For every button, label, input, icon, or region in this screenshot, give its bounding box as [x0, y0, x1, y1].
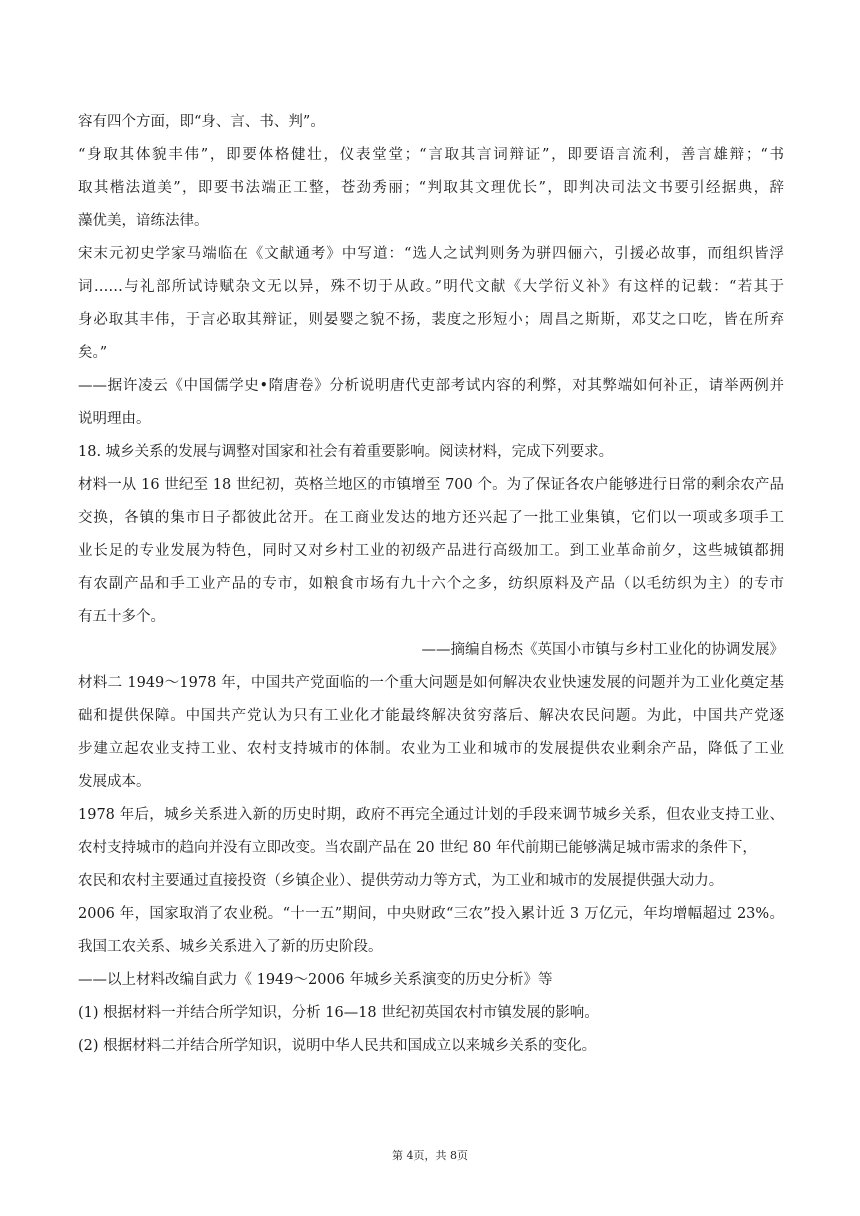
text-line: 容有四个方面，即“身、言、书、判”。: [78, 114, 325, 130]
document-body: [78, 106, 784, 1063]
text-line: 藻优美，谙练法律。: [78, 213, 209, 229]
question-18-heading: 18. 城乡关系的发展与调整对国家和社会有着重要影响。阅读材料，完成下列要求。: [78, 444, 614, 460]
text-line: 农村支持城市的趋向并没有立即改变。当农副产品在 20 世纪 80 年代前期已能够满足城市需求的条件下，: [78, 840, 757, 856]
text-line: 材料一从 16 世纪至 18 世纪初，英格兰地区的市镇增至 700 个。为了保证各农户能够进行日常的剩余农产品: [78, 477, 784, 493]
text-line: 础和提供保障。中国共产党认为只有工业化才能最终解决贫穷落后、解决农民问题。为此，中国共产党逐: [78, 708, 784, 724]
text-line: 交换，各镇的集市日子都彼此岔开。在工商业发达的地方还兴起了一批工业集镇，它们以一项或多项手工: [78, 510, 784, 526]
text-line: 2006 年，国家取消了农业税。“十一五”期间，中央财政“三农”投入累计近 3 万亿元，年均增幅超过 23%。: [78, 906, 784, 922]
text-line: “身取其体貌丰伟”，即要体格健壮，仪表堂堂；“言取其言词辩证”，即要语言流利，善言雄辩；“书: [78, 147, 784, 163]
sub-question-2: (2) 根据材料二并结合所学知识，说明中华人民共和国成立以来城乡关系的变化。: [78, 1038, 597, 1054]
text-line: 取其楷法道美”，即要书法端正工整，苍劲秀丽；“判取其文理优长”，即判决司法文书要引经据典，辞: [78, 180, 784, 196]
text-line: 宋末元初史学家马端临在《文献通考》中写道：“选人之试判则务为骈四俪六，引援必故事，而组织皆浮: [78, 246, 784, 262]
text-line: 说明理由。: [78, 411, 151, 427]
source-citation: ——摘编自杨杰《英国小市镇与乡村工业化的协调发展》: [421, 642, 784, 658]
text-line: 1978 年后，城乡关系进入新的历史时期，政府不再完全通过计划的手段来调节城乡关系，但农业支持工业、: [78, 807, 784, 823]
text-line: 有农副产品和手工业产品的专市，如粮食市场有九十六个之多，纺织原料及产品（以毛纺织为主）的专市: [78, 576, 784, 592]
text-line: 我国工农关系、城乡关系进入了新的历史阶段。: [78, 939, 383, 955]
text-line: 矣。”: [78, 345, 108, 361]
text-line: 身必取其丰伟，于言必取其辩证，则晏婴之貌不扬，裴度之形短小；周昌之斯斯，邓艾之口吃，皆在所弃: [78, 312, 784, 328]
text-line: 步建立起农业支持工业、农村支持城市的体制。农业为工业和城市的发展提供农业剩余产品，降低了工业: [78, 741, 784, 757]
page-footer: 第 4页，共 8页: [392, 1149, 468, 1162]
source-citation: ——以上材料改编自武力《 1949～2006 年城乡关系演变的历史分析》等: [78, 972, 553, 988]
text-line: 词……与礼部所试诗赋杂文无以异，殊不切于从政。”明代文献《大学衍义补》有这样的记载：“若其于: [78, 279, 784, 295]
text-line: ——据许凌云《中国儒学史•隋唐卷》分析说明唐代吏部考试内容的利弊，对其弊端如何补正，请举两例并: [78, 378, 784, 394]
text-line: 农民和农村主要通过直接投资（乡镇企业）、提供劳动力等方式，为工业和城市的发展提供强大动力。: [78, 873, 724, 889]
text-line: 发展成本。: [78, 774, 151, 790]
sub-question-1: (1) 根据材料一并结合所学知识，分析 16—18 世纪初英国农村市镇发展的影响。: [78, 1005, 599, 1021]
text-line: 材料二 1949～1978 年，中国共产党面临的一个重大问题是如何解决农业快速发展的问题并为工业化奠定基: [78, 675, 784, 691]
text-line: 业长足的专业发展为特色，同时又对乡村工业的初级产品进行高级加工。到工业革命前夕，这些城镇都拥: [78, 543, 784, 559]
text-line: 有五十多个。: [78, 609, 165, 625]
